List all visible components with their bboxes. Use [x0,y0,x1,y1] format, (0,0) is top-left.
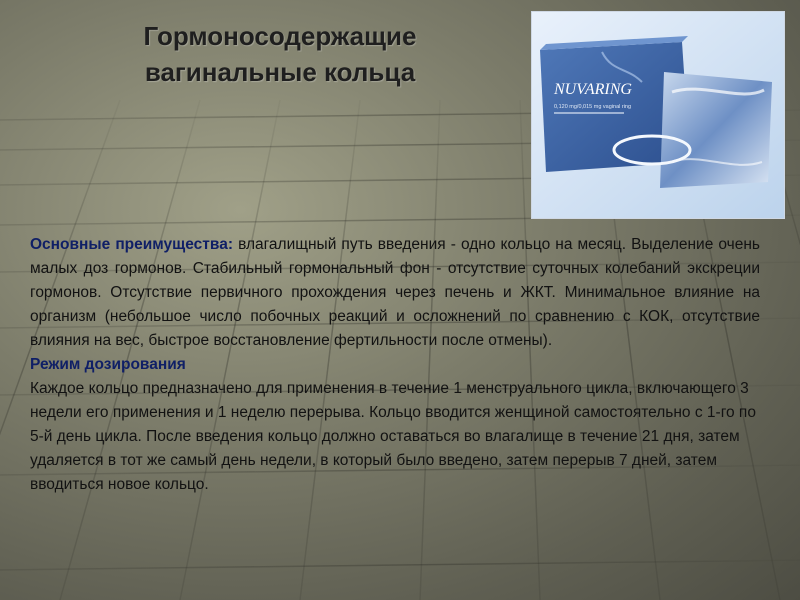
dosing-heading: Режим дозирования [30,356,186,373]
slide-title-line1: Гормоносодержащие [143,21,417,51]
slide-title-line2: вагинальные кольца [144,57,416,87]
slide-body [30,233,760,497]
dosing-text: Каждое кольцо предназначено для применения в течение 1 менструального цикла, включающего 3 недели его применения и 1 неделю перерыва. Кольцо вводится женщиной самостоятельно с 1-го по 5-й день цикла. После введения кольцо должно оставаться во влагалище в течение 21 дня, затем удаляется в тот же самый день недели, в который было введено, затем перерыв 7 дней, затем вводиться новое кольцо. [30,380,756,493]
product-brand-text: NUVARING [554,81,632,98]
product-photo [531,11,785,219]
advantages-heading: Основные преимущества: [30,236,233,253]
advantages-paragraph [30,233,760,353]
advantages-text: влагалищный путь введения - одно кольцо на месяц. Выделение очень малых доз гормонов. Стабильный гормональный фон - отсутствие суточных колебаний экскреции гормонов. Отсутствие первичного прохождения через печень и ЖКТ. Минимальное влияние на организм (небольшое число побочных реакций и осложнений по сравнению с КОК, отсутствие влияния на вес, быстрое восстановление фертильности после отмены). [30,236,760,349]
slide-title [80,18,480,90]
product-small-text: 0,120 mg/0,015 mg vaginal ring [554,104,632,110]
